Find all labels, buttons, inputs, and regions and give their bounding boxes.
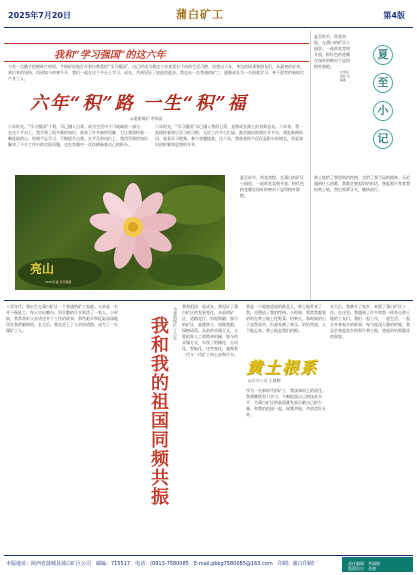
page-header — [0, 0, 417, 30]
photo-subcaption: 2025年夏 荷花摄影 — [45, 280, 72, 284]
summer-solstice-emblem — [354, 45, 412, 157]
third-article-body-top: 我是一个地地道道的陕北人，黄土地养育了我，也塑造了我的性格。小时候，我常常跟着奶奶在黄土坡上挖野菜、拾柴火，那时候的日子虽然清苦，但却充满了欢乐。奶奶常说，人不能忘本，黄土地是我们的根。 — [246, 304, 326, 333]
footer-designer: 版面设计：张晓 — [348, 566, 376, 571]
second-article-title: 我和我的祖国同频共振 — [148, 316, 169, 506]
second-article-byline: ◎建新煤矿 王小军 — [173, 306, 178, 341]
summer-char-4: 记 — [373, 129, 393, 149]
header-divider — [4, 27, 413, 28]
feature-body-left: 六年时光，“学习强国”于我，早已融入日常，成为生活中不可或缺的一部分。在这个平台上，我学到了很多新的知识，收获了许多新的见解。它让我保持着一颗进取的心，时刻不忘学习，不断提升自我。在平凡的岗位上，我用学到的知识解决了不少工作中的实际问题，也在答题中一次次刷新着自己的积分。 — [8, 124, 148, 147]
column-divider — [310, 30, 311, 300]
summer-char-2: 至 — [373, 73, 393, 93]
summer-char-1: 夏 — [373, 45, 393, 65]
second-article-body-right: 我和祖国一起成长，我见证了蒲白矿区的发展变化。从前的矿区，道路泥泞，房屋简陋；如今的矿区，高楼林立，道路宽敞，绿树成荫。从前的采煤方式，主要依靠人工和简单机械；如今的采煤方式，实现了机械化、自动化、智能化。这些变化，凝聚着一代又一代矿工的心血和汗水。 — [182, 304, 238, 357]
lotus-photo — [15, 175, 225, 290]
newspaper-masthead: 蒲白矿工 — [176, 8, 224, 21]
third-article-title: 黄土根系 — [246, 358, 319, 377]
feature-headline: 六年“积”路 一生“积”福 — [30, 93, 248, 114]
photo-side-text: 夏至时节，荷花初绽，在蒲白的矿区公园里，一池荷花竞相开放，粉红色的花瓣在绿叶的映衬下显得格外娇艳。 — [240, 175, 304, 198]
main-article-intro: 与有一点随手把握碎片时间，手指轻轻地打开那台熟悉的“学习强国”，这已经成为我这六年来雷打不动的生活习惯。回想这六年，身边的同事和朋友们，从最初的好奇，到后来的坚持，再到如今的离不开，我们一起在这个平台上学习、成长，共同见证了彼此的进步。我也从一名普通的矿工，逐渐成长为一名热爱学习、善于思考的新时代产业工人。 — [8, 64, 305, 81]
feature-byline: ◎建新煤矿 李保富 — [130, 116, 163, 121]
summer-byline: ◎朱家窑矿 张海燕 — [340, 70, 350, 82]
section-divider — [4, 300, 413, 301]
second-article-body-left: 八零年代，我出生在蒲白矿区一个普通的矿工家庭。父亲是一名井下掘进工，每天早出晚归，用辛勤的汗水养活了一家人。小时候，我常常听父亲讲述井下工作的故事，那些艰辛和危险深深地印在我的脑海里。长大后，我也走上了父亲的道路，成为了一名煤矿工人。 — [6, 304, 118, 333]
page-number: 第4版 — [383, 11, 405, 20]
summer-char-3: 小 — [373, 101, 393, 121]
footer-editor: 责任编辑：李丽娟 — [348, 561, 380, 566]
feature-body-right: 六年时光，“学习强国”早已融入我的日常，是我成长路上的良师益友。六年来，我一直保持着每日学习的习惯，无论工作多么忙碌，都会抽出时间打开平台，浏览新闻资讯、观看学习视频、参与答题挑战。这六年，我收获的不仅仅是积分的增长，更是知识的积累和思想的升华。 — [155, 124, 304, 147]
footer-credits — [342, 557, 413, 572]
side-column-text-lower: 黄土地给了我坚韧的性格，也给了我不屈的精神。无论遇到什么困难，我都会想起奶奶的话，想起那片养育我的黄土地，然后咬紧牙关，继续前行。 — [314, 175, 410, 192]
issue-date: 2025年7月20日 — [8, 11, 71, 20]
footer-divider — [4, 555, 413, 556]
footer-info: 本版地址：陕西省蒲城县蒲白矿区公司 邮编：715517 电话：(0913-7580085 E-mail:pbkg7580085@163.com 印刷：蒲白印刷厂 — [6, 561, 318, 567]
third-article-body-right: 长大后，我离开了家乡，来到了蒲白矿区工作。在这里，我遇到了许多和我一样来自黄土地的工友们。我们一起工作，一起生活，一起分享着家乡的故事。每当夜深人静的时候，我总会想起家乡的那片黄土地，想起奶奶那慈祥的面容。 — [330, 304, 410, 339]
main-article-title: 我和“学习强国”的这六年 — [54, 50, 166, 61]
third-article-byline: ◎白水公司 王晓梅 — [248, 378, 281, 383]
photo-caption: 亮山 — [30, 262, 55, 276]
third-article-body-bottom: 作为一名新时代的矿工，我深知肩上的责任。我将继续努力学习，不断提高自己的技术水平，为蒲白矿区的高质量发展贡献自己的力量，和我的祖国一起，同频共振，共创美好未来。 — [246, 388, 326, 417]
main-article-title-bar — [4, 43, 309, 62]
side-column-text: 夏至时节，荷花初绽，在蒲白的矿区公园里，一池荷花竞相开放，粉红色的花瓣在绿叶的映衬下显得格外娇艳。 — [314, 34, 350, 69]
